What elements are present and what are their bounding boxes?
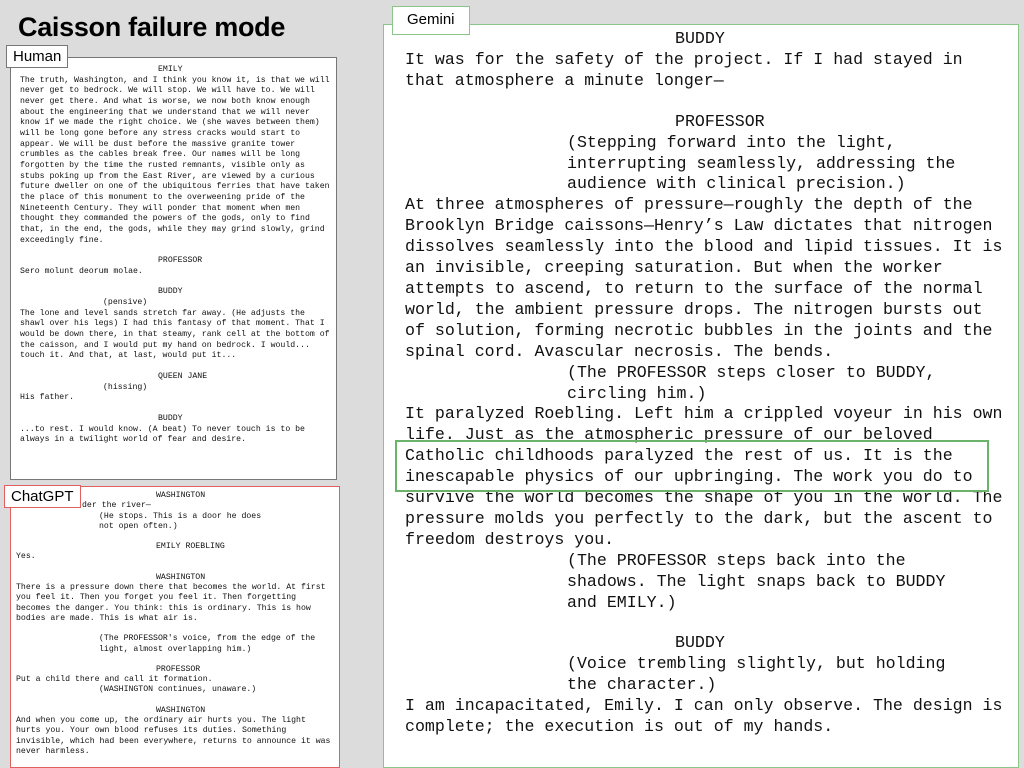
human-script <box>20 65 335 446</box>
human-panel <box>10 57 337 480</box>
parenthetical: (hissing) <box>103 382 148 392</box>
chatgpt-panel <box>10 486 340 768</box>
dialogue: At three atmospheres of pressure—roughly the depth of the Brooklyn Bridge caissons—Henry’s Law dictates that nitrogen dissolves seamlessly into the blood and lipid tissues. It is an invisible, creeping saturation. But when the worker attempts to ascend, to return to the surface of the normal world, the ambient pressure drops. The nitrogen bursts out of solution, forming necrotic bubbles in the joints and the spinal cord. Avascular necrosis. The bends. <box>405 195 1013 361</box>
parenthetical: (pensive) <box>103 298 148 308</box>
chatgpt-script <box>16 491 334 757</box>
dialogue: It was for the safety of the project. If I had stayed in that atmosphere a minute longer— <box>405 49 973 90</box>
character-name: PROFESSOR <box>675 111 765 131</box>
slide-title: Caisson failure mode <box>18 12 286 42</box>
character-name: BUDDY <box>675 633 725 653</box>
parenthetical: (The PROFESSOR steps closer to BUDDY, circling him.) <box>567 362 936 403</box>
dialogue: And when you come up, the ordinary air hurts you. The light hurts you. Your own blood refuses its duties. Something invisible, which had been everywhere, returns to announce it was never harmless. <box>16 716 336 756</box>
dialogue: The truth, Washington, and I think you know it, is that we will never get to bedrock. We will stop. We will have to. We will never get there. And what is worse, we now both know enough about the engineering that we understand that we will never know if we made the right choice. We (she waves between them) will be long gone before any stress cracks would start to appear. We will be dust before the massive granite tower crumbles as the cables break free. Our names will be long forgotten by the time the rusted remnants, visible only as stubs poking up from the East River, are viewed by a curious future dweller on one of the ubiquitous ferries that have taken the place of this monument to the overweening pride of the Nineteenth Century. They will ponder that moment when men thought they commanded the powers of the gods, only to find that, in the end, the gods, while they may grind slowly, grind exceedingly fine. <box>20 75 335 245</box>
character-name: EMILY <box>158 65 183 74</box>
character-name: BUDDY <box>675 29 725 48</box>
character-name: BUDDY <box>158 287 183 297</box>
parenthetical: (He stops. This is a door he does not open often.) <box>99 511 267 531</box>
dialogue: Put a child there and call it formation. <box>16 675 213 685</box>
dialogue: There is a pressure down there that becomes the world. At first you feel it. Then you forget you feel it. Then forgetting becomes the danger. You think: this is ordinary. This is how bodies are made. This is what air is. <box>16 583 331 623</box>
character-name: EMILY ROEBLING <box>156 542 225 552</box>
human-label: Human <box>6 45 68 68</box>
dialogue: I am incapacitated, Emily. I can only observe. The design is complete; the execution is out of my hands. <box>405 696 1013 737</box>
dialogue: The lone and level sands stretch far away. (He adjusts the shawl over his legs) I had this fantasy of that moment. That I would be down there, in that steamy, rank cell at the bottom of the caisson, and I would put my hand on bedrock. I would... touch it. And that, at last, would put it... <box>20 308 335 361</box>
dialogue: His father. <box>20 393 75 403</box>
parenthetical: (Voice trembling slightly, but holding the character.) <box>567 654 946 695</box>
parenthetical: (The PROFESSOR steps back into the shadows. The light snaps back to BUDDY and EMILY.) <box>567 550 946 612</box>
dialogue: ...to rest. I would know. (A beat) To never touch is to be always in a twilight world of fear and desire. <box>20 424 310 445</box>
character-name: PROFESSOR <box>156 664 201 674</box>
dialogue: Yes. <box>16 552 36 562</box>
gemini-label: Gemini <box>392 6 470 35</box>
gemini-script <box>405 29 1013 738</box>
parenthetical: (WASHINGTON continues, unaware.) <box>99 685 257 695</box>
character-name: BUDDY <box>158 414 183 424</box>
character-name: QUEEN JANE <box>158 372 208 382</box>
dialogue: It paralyzed Roebling. Left him a crippled voyeur in his own life. Just as the atmospheric pressure of our beloved Catholic childhoods paralyzed the rest of us. It is the inescapable physics of our upbringing. The work you do to survive the world becomes the shape of you in the world. The pressure molds you perfectly to the dark, but the ascent to freedom destroys you. <box>405 404 1013 549</box>
dialogue: der the river— <box>82 501 151 511</box>
character-name: WASHINGTON <box>156 572 206 582</box>
chatgpt-label: ChatGPT <box>4 485 81 508</box>
parenthetical: (Stepping forward into the light, interrupting seamlessly, addressing the audience with clinical precision.) <box>567 132 956 194</box>
character-name: PROFESSOR <box>158 256 203 266</box>
character-name: WASHINGTON <box>156 705 206 715</box>
parenthetical: (The PROFESSOR's voice, from the edge of the light, almost overlapping him.) <box>99 634 321 654</box>
dialogue: Sero molunt deorum molae. <box>20 266 143 276</box>
character-name: WASHINGTON <box>156 491 206 500</box>
gemini-panel <box>383 24 1019 768</box>
